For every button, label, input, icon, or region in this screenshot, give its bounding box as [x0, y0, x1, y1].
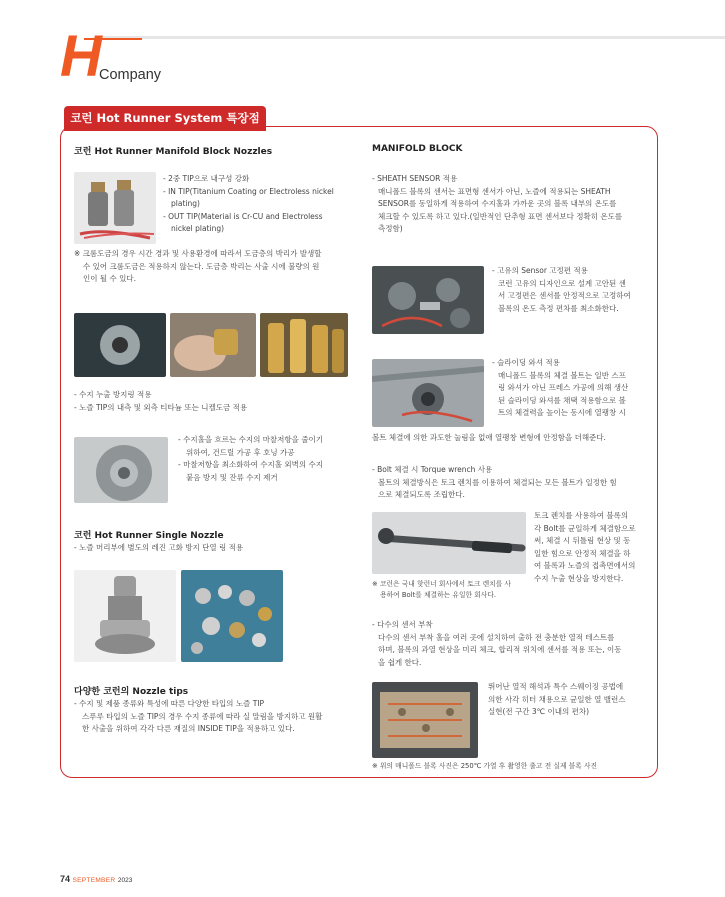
right-r4-text — [372, 464, 617, 502]
ring-photo — [74, 313, 166, 377]
left-s4-line — [74, 542, 243, 555]
left-s1-bullets — [163, 173, 334, 236]
right-r4-side-line: 여 블록과 노즐의 접촉면에서의 — [534, 561, 636, 570]
left-s1-line: - IN TIP(Titanium Coating or Electroless nickel — [163, 186, 334, 196]
right-r1-line: 체크할 수 있도록 하고 있다.(일반적인 단추형 표면 센서보다 정확히 온도를 — [378, 211, 623, 221]
left-s2-line: - 수지 누출 방지링 적용 — [74, 390, 152, 399]
right-r5-line: 다수의 센서 부착 홀을 여러 곳에 설치하여 출하 전 충분한 열적 테스트를 — [378, 632, 615, 642]
right-r5-side-line: 뛰어난 열적 해석과 특수 스웨이징 공법에 — [488, 682, 624, 691]
left-s1-title: 코런 Hot Runner Manifold Block Nozzles — [74, 147, 273, 157]
header-word: Company — [99, 67, 162, 83]
right-r2-text — [492, 265, 631, 315]
page-number: 74 — [60, 874, 71, 884]
nozzles-photo — [74, 172, 156, 244]
left-s5-line: 한 사출을 위하여 각각 다른 재질의 INSIDE TIP을 적용하고 있다. — [82, 724, 295, 733]
right-r3-text — [492, 357, 628, 420]
left-s5-bullets — [74, 698, 322, 736]
section-tab-title: 코런 Hot Runner System 특장점 — [64, 106, 266, 131]
left-s2-line: - 노즐 TIP의 내측 및 외측 티타늄 또는 니켈도금 적용 — [74, 402, 248, 412]
right-r3-line: 링 와셔가 아닌 프레스 가공에 의해 생산 — [498, 383, 629, 392]
right-r1-line: - SHEATH SENSOR 적용 — [372, 174, 458, 183]
left-s4-text: - 노즐 머리부에 별도의 레진 고화 방지 단열 링 적용 — [74, 543, 244, 552]
single-nozzle-photo — [74, 570, 176, 662]
left-s1-note-line: ※ 크롬도금의 경우 시간 경과 및 사용환경에 따라서 도금층의 박리가 발생할 — [74, 249, 322, 258]
right-r5-side — [488, 681, 625, 719]
resin-hole-photo — [74, 437, 168, 503]
left-s1-note — [74, 248, 321, 286]
right-r4-line: 으로 체결되도록 조립한다. — [378, 490, 465, 499]
right-r3-tail — [372, 432, 606, 445]
left-s5-line: - 수지 및 제품 종류와 특성에 따른 다양한 타입의 노즐 TIP — [74, 699, 265, 708]
left-s3-line: - 마찰저항을 최소화하여 수지홀 외벽의 수지 — [178, 460, 324, 469]
page-footer — [60, 874, 132, 884]
right-r5-line: 을 쉽게 한다. — [378, 657, 422, 667]
left-s1-note-line: 수 있어 크롬도금은 적용하지 않는다. 도금층 박리는 사출 시에 불량의 원 — [83, 261, 320, 271]
right-r3-line: 된 슬라이딩 와셔를 채택 적용함으로 볼 — [498, 395, 626, 405]
right-r4-caption — [372, 579, 511, 601]
right-r4-caption-line: ※ 코런은 국내 핫런너 회사에서 토크 렌치를 사 — [372, 580, 512, 588]
left-s1-line: - 2중 TIP으로 내구성 강화 — [163, 174, 250, 183]
torque-wrench-photo — [372, 512, 526, 574]
right-r4-line: - Bolt 체결 시 Torque wrench 사용 — [372, 465, 493, 474]
left-s3-line: - 수지홀을 흐르는 수지의 마찰저항을 줄이기 — [178, 435, 324, 444]
gold-tips-photo — [260, 313, 348, 377]
right-r2-line: 서 고정편은 센서를 안정적으로 고정하여 — [498, 291, 631, 300]
sliding-washer-photo — [372, 359, 484, 427]
right-r4-side-line: 각 Bolt를 균일하게 체결함으로 — [534, 523, 636, 533]
right-r5-side-line: 실현(전 구간 3℃ 이내의 편차) — [488, 707, 590, 716]
right-r5-line: 하며, 블록의 과열 현상을 미리 체크, 합리적 위치에 센서를 적용 또는, 이동 — [378, 645, 622, 654]
right-r5-caption-text: ※ 위의 매니폴드 블록 사진은 250℃ 가열 후 촬영한 출고 전 실제 블록 사진 — [372, 762, 598, 770]
right-r5-side-line: 의한 사각 히터 채용으로 균일한 열 밸런스 — [488, 694, 626, 704]
left-s1-note-line: 인이 될 수 있다. — [83, 274, 137, 283]
right-r5-line: - 다수의 센서 부착 — [372, 620, 433, 629]
right-r4-side-line: 토크 렌치를 사용하여 블록의 — [534, 511, 629, 520]
right-r1-line: 측정함) — [378, 224, 403, 233]
right-r5-text — [372, 619, 621, 669]
header-rule — [97, 36, 725, 39]
right-r5-caption — [372, 761, 597, 772]
left-s5-line: 스푸루 타입의 노즐 TIP의 경우 수지 종류에 따라 실 말림을 방지하고 원활 — [82, 711, 323, 721]
left-s1-line: plating) — [171, 199, 200, 208]
left-s1-line: nickel plating) — [171, 224, 225, 233]
right-r1-line: SENSOR를 동일하게 적용하여 수지홀과 가까운 곳의 블록 내부의 온도를 — [378, 199, 617, 208]
left-s1-line: - OUT TIP(Material is Cr-CU and Electroless — [163, 211, 323, 221]
footer-year: 2023 — [117, 877, 133, 884]
manifold-block-photo — [372, 682, 478, 758]
left-s3-line: 위하여, 건드릴 가공 후 호닝 가공 — [186, 447, 295, 457]
right-r4-side-line: 써, 체결 시 뒤틀림 현상 및 동 — [534, 536, 631, 545]
left-s3-line: 붙음 방지 및 잔류 수지 제거 — [186, 472, 278, 482]
right-r4-side-line: 수지 누출 현상을 방지한다. — [534, 573, 624, 583]
hand-tip-photo — [170, 313, 256, 377]
left-s4-title: 코런 Hot Runner Single Nozzle — [74, 531, 224, 541]
right-r4-caption-line: 용하여 Bolt를 체결하는 유일한 회사다. — [380, 591, 497, 599]
sensor-fixture-photo — [372, 266, 484, 334]
header-letter: H — [60, 24, 102, 89]
footer-month: SEPTEMBER — [72, 877, 116, 884]
right-r2-line: 코런 고유의 디자인으로 설계 고안된 센 — [498, 278, 626, 288]
right-r4-side-line: 일한 힘으로 안정적 체결을 하 — [534, 548, 631, 558]
right-r4-line: 볼트의 체결방식은 토크 렌치를 이용하여 체결되는 모든 볼트가 일정한 힘 — [378, 477, 617, 487]
various-tips-photo — [181, 570, 283, 662]
right-r3-line: - 슬라이딩 와셔 적용 — [492, 358, 560, 367]
right-r2-line: - 고유의 Sensor 고정편 적용 — [492, 266, 588, 275]
right-r4-side — [534, 510, 636, 585]
right-r1-line: 매니폴드 블록의 센서는 표면형 센서가 아닌, 노즐에 적용되는 SHEATH — [378, 186, 611, 196]
right-r1-text — [372, 173, 622, 236]
right-title: MANIFOLD BLOCK — [372, 144, 463, 154]
right-r3-line: 트의 체결력을 높이는 동시에 열팽창 시 — [498, 408, 626, 417]
right-r3-tail-text: 볼트 체결에 의한 과도한 눌림을 없애 열팽창 변형에 안정함을 더해준다. — [372, 433, 606, 442]
left-s2-bullets — [74, 389, 247, 414]
right-r2-line: 블록의 온도 측정 편차를 최소화한다. — [498, 303, 619, 313]
left-s5-title: 다양한 코런의 Nozzle tips — [74, 687, 189, 697]
right-r3-line: 매니폴드 블록의 체결 볼트는 일반 스프 — [498, 370, 626, 380]
left-s3-bullets — [178, 434, 323, 484]
